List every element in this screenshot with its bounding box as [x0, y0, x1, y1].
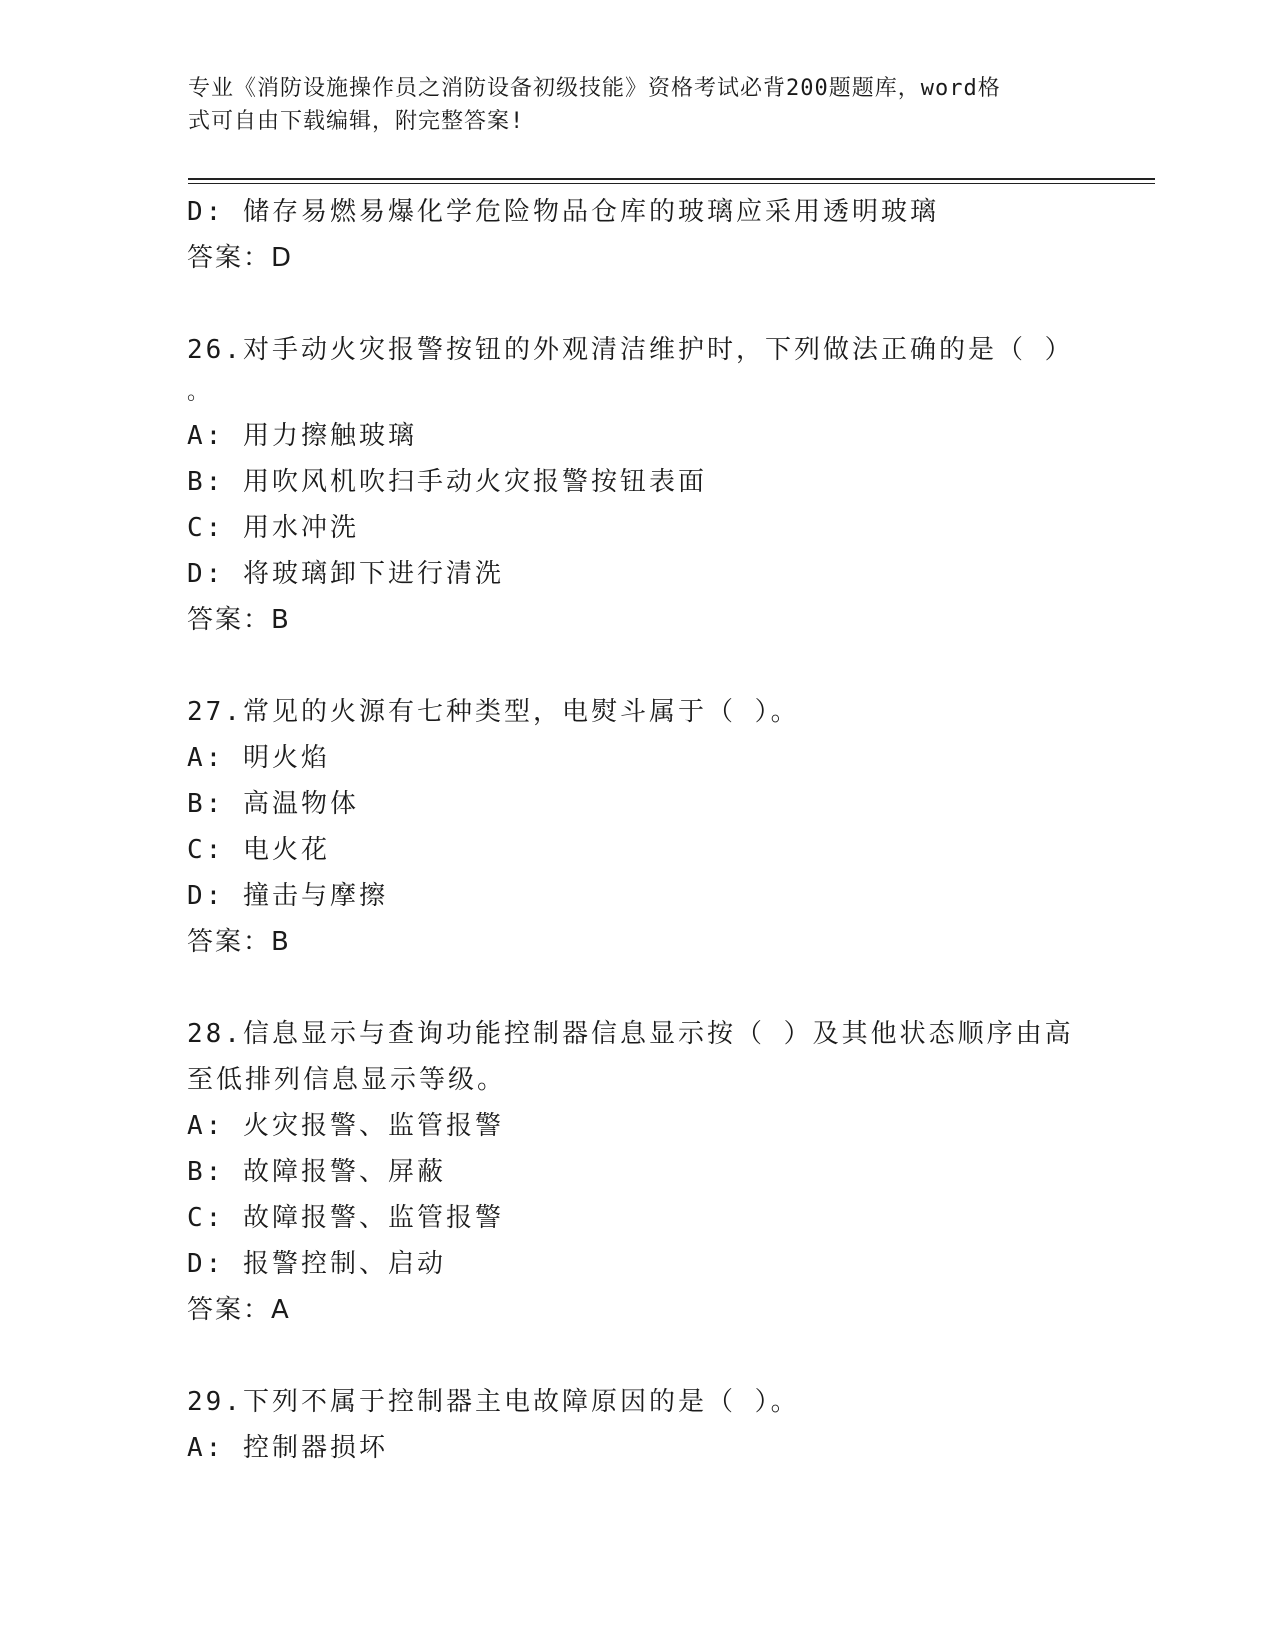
header-divider-thick — [188, 178, 1155, 180]
option-c: C: 用水冲洗 — [187, 513, 359, 543]
answer-line: 答案：A — [187, 1295, 291, 1325]
option-a: A: 明火焰 — [187, 743, 330, 773]
spacer — [187, 643, 1087, 689]
answer-line: 答案：D — [187, 243, 294, 273]
question-stem: 26.对手动火灾报警按钮的外观清洁维护时，下列做法正确的是（ ） — [187, 335, 1074, 365]
question-28 — [187, 1011, 1087, 1333]
spacer — [187, 1333, 1087, 1379]
option-d: D: 撞击与摩擦 — [187, 881, 388, 911]
document-body — [187, 189, 1087, 1471]
question-stem: 27.常见的火源有七种类型，电熨斗属于（ ）。 — [187, 697, 800, 727]
question-29 — [187, 1379, 1087, 1471]
option-c: C: 故障报警、监管报警 — [187, 1203, 504, 1233]
option-b: B: 故障报警、屏蔽 — [187, 1157, 446, 1187]
question-stem-continued: 至低排列信息显示等级。 — [187, 1065, 507, 1095]
header-line-2: 式可自由下载编辑，附完整答案! — [188, 109, 525, 134]
answer-line: 答案：B — [187, 605, 291, 635]
option-b: B: 高温物体 — [187, 789, 359, 819]
question-stem: 28.信息显示与查询功能控制器信息显示按（ ）及其他状态顺序由高 — [187, 1019, 1074, 1049]
option-a: A: 用力擦触玻璃 — [187, 421, 417, 451]
spacer — [187, 965, 1087, 1011]
question-25-tail — [187, 189, 1087, 281]
question-stem-continued: 。 — [187, 380, 213, 405]
option-d: D: 储存易燃易爆化学危险物品仓库的玻璃应采用透明玻璃 — [187, 197, 939, 227]
option-b: B: 用吹风机吹扫手动火灾报警按钮表面 — [187, 467, 707, 497]
answer-line: 答案：B — [187, 927, 291, 957]
question-stem: 29.下列不属于控制器主电故障原因的是（ ）。 — [187, 1387, 800, 1417]
option-c: C: 电火花 — [187, 835, 330, 865]
question-27 — [187, 689, 1087, 965]
option-d: D: 将玻璃卸下进行清洗 — [187, 559, 504, 589]
header-line-1: 专业《消防设施操作员之消防设备初级技能》资格考试必背200题题库，word格 — [188, 76, 1001, 101]
question-26 — [187, 327, 1087, 643]
option-a: A: 火灾报警、监管报警 — [187, 1111, 504, 1141]
option-d: D: 报警控制、启动 — [187, 1249, 446, 1279]
spacer — [187, 281, 1087, 327]
option-a: A: 控制器损坏 — [187, 1433, 388, 1463]
header-divider-thin — [188, 183, 1155, 184]
document-header — [188, 72, 1068, 138]
